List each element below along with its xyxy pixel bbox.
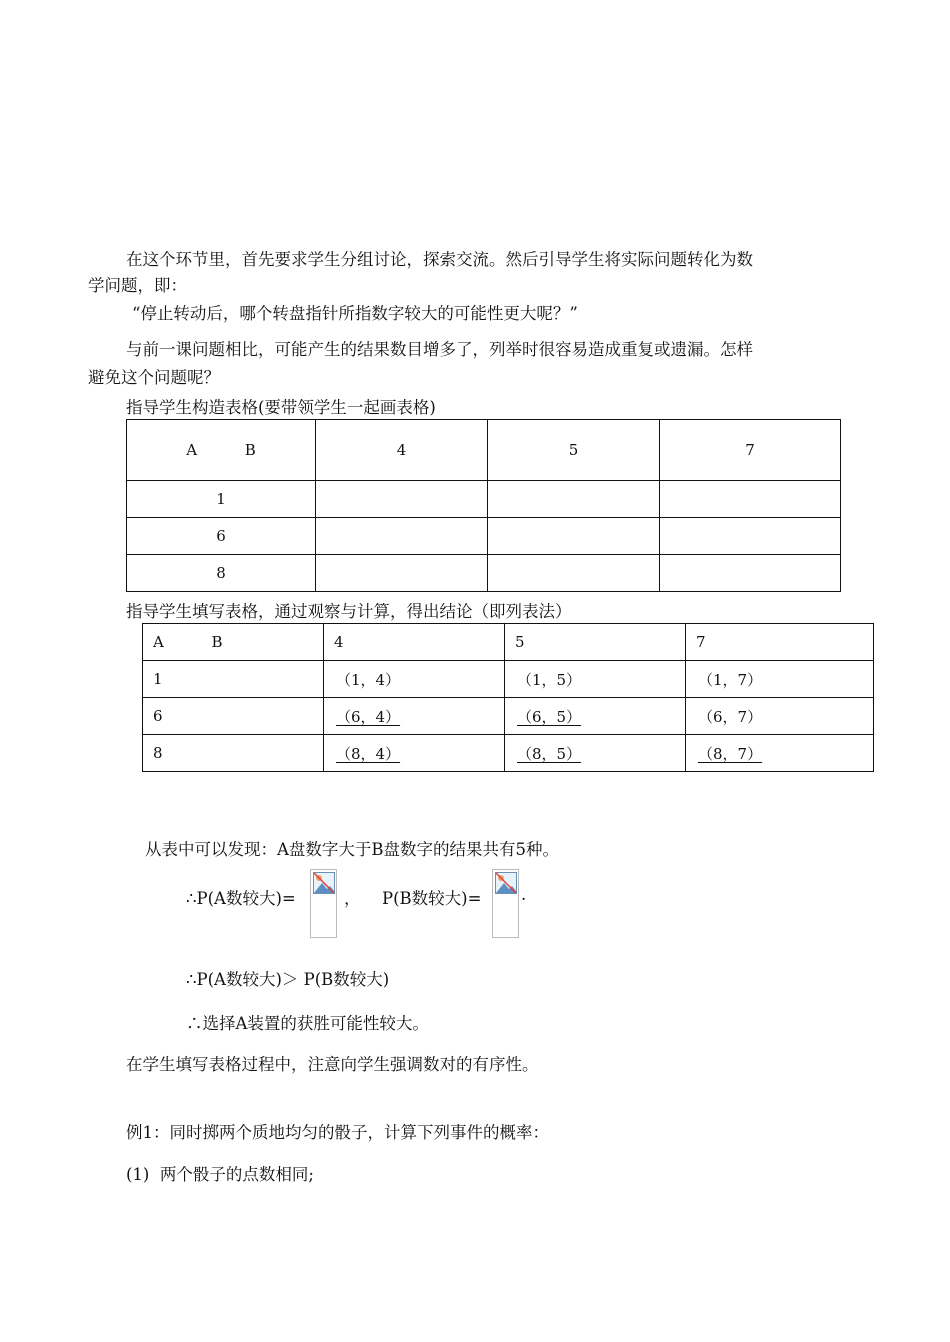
row-label: 8 (143, 735, 324, 772)
empty-cell (316, 518, 488, 555)
table-row (127, 555, 841, 592)
paragraph-line: 与前一课问题相比，可能产生的结果数目增多了，列举时很容易造成重复或遗漏。怎样 (126, 340, 753, 359)
empty-cell (660, 518, 841, 555)
row-label: 6 (127, 518, 316, 555)
empty-cell (316, 555, 488, 592)
broken-image-icon (313, 872, 335, 894)
prob-a-label: ∴P(A数较大)= (186, 889, 296, 908)
pair-cell: （1，5） (505, 661, 686, 698)
row-label: 6 (143, 698, 324, 735)
prob-b-label: P(B数较大)= (382, 889, 482, 908)
pair-cell: （6，7） (686, 698, 874, 735)
period: . (521, 885, 527, 904)
pair-cell: （1，4） (324, 661, 505, 698)
header-cell: 4 (316, 420, 488, 481)
table-row (127, 481, 841, 518)
example-title: 例1：同时掷两个质地均匀的骰子，计算下列事件的概率： (126, 1123, 549, 1142)
paragraph-line: 在这个环节里，首先要求学生分组讨论，探索交流。然后引导学生将实际问题转化为数 (126, 250, 753, 269)
comma: ， (344, 889, 361, 908)
pair-cell-underlined: （6，5） (517, 707, 582, 726)
empty-cell (488, 555, 660, 592)
choose-line: ∴选择A装置的获胜可能性较大。 (186, 1014, 429, 1033)
empty-cell (488, 481, 660, 518)
filled-table (142, 623, 874, 772)
fraction-image-icon (492, 869, 519, 938)
quote-line: “停止转动后，哪个转盘指针所指数字较大的可能性更大呢？” (132, 304, 578, 323)
table-header-row (127, 420, 841, 481)
empty-cell (660, 555, 841, 592)
empty-table (126, 419, 841, 592)
header-cell: 7 (660, 420, 841, 481)
pair-cell-underlined: （6，4） (336, 707, 401, 726)
row-label: 1 (143, 661, 324, 698)
pair-cell-underlined: （8，7） (698, 744, 763, 763)
header-cell: A B (143, 624, 324, 661)
table2-caption: 指导学生填写表格，通过观察与计算，得出结论（即列表法） (126, 602, 572, 621)
pair-cell: （1，7） (686, 661, 874, 698)
row-label: 8 (127, 555, 316, 592)
row-label: 1 (127, 481, 316, 518)
pair-cell-underlined: （8，4） (336, 744, 401, 763)
paragraph-line: 避免这个问题呢？ (88, 368, 220, 387)
table-row (143, 735, 874, 772)
table-row (127, 518, 841, 555)
table1-caption: 指导学生构造表格(要带领学生一起画表格) (126, 398, 436, 417)
fraction-image-icon (310, 869, 337, 938)
header-cell: 5 (488, 420, 660, 481)
table-row (143, 661, 874, 698)
header-cell: 4 (324, 624, 505, 661)
empty-cell (660, 481, 841, 518)
empty-cell (316, 481, 488, 518)
broken-image-icon (495, 872, 517, 894)
table-header-row (143, 624, 874, 661)
header-cell: 7 (686, 624, 874, 661)
pair-cell-underlined: （8，5） (517, 744, 582, 763)
finding-line: 从表中可以发现：A盘数字大于B盘数字的结果共有5种。 (145, 840, 560, 859)
empty-cell (488, 518, 660, 555)
compare-line: ∴P(A数较大)＞ P(B数较大) (186, 970, 390, 989)
note-line: 在学生填写表格过程中，注意向学生强调数对的有序性。 (126, 1055, 539, 1074)
example-item: (1) 两个骰子的点数相同; (126, 1165, 314, 1184)
header-cell: A B (127, 420, 316, 481)
header-cell: 5 (505, 624, 686, 661)
table-row (143, 698, 874, 735)
paragraph-line: 学问题，即： (88, 276, 187, 295)
